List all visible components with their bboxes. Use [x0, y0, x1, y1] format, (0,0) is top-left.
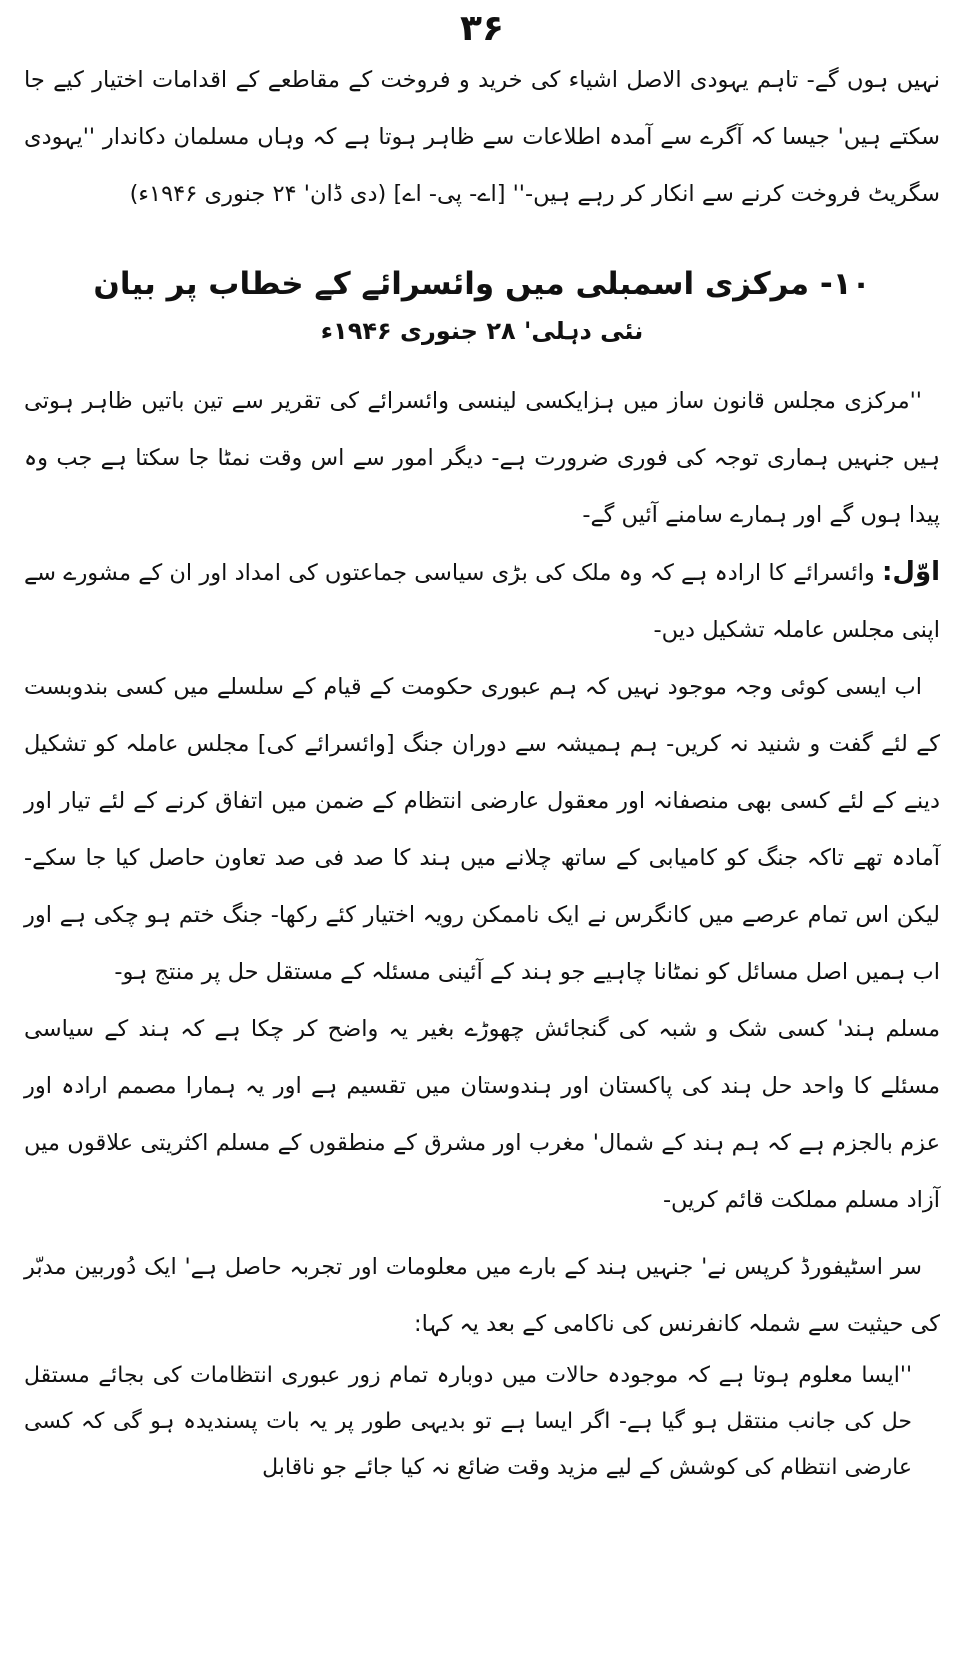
paragraph-cripps: سر اسٹیفورڈ کرپس نے' جنہیں ہند کے بارے میں معلومات اور تجربہ حاصل ہے' ایک دُوربین مدبّر کی حیثیت سے شملہ کانفرنس کی ناکامی کے بعد یہ کہا: — [24, 1254, 940, 1337]
paragraph-interim-government: اب ایسی کوئی وجہ موجود نہیں کہ ہم عبوری حکومت کے قیام کے سلسلے میں کسی بندوبست کے لئے گفت و شنید نہ کریں- ہم ہمیشہ سے دوران جنگ [وائسرائے کی] مجلس عاملہ کو تشکیل دینے کے لئے کسی بھی منصفانہ اور معقول عارضی انتظام کے ضمن میں اتفاق کرنے کے لئے تیار اور آمادہ تھے تاکہ جنگ کو کامیابی کے ساتھ چلانے میں ہند کا صد فی صد تعاون حاصل کیا جا سکے- لیکن اس تمام عرصے میں کانگرس نے ایک ناممکن رویہ اختیار کئے رکھا- جنگ ختم ہو چکی ہے اور اب ہمیں اصل مسائل کو نمٹانا چاہیے جو ہند کے آئینی مسئلہ کے مستقل حل پر منتج ہو- — [24, 674, 940, 985]
section-dateline: نئی دہلی' ۲۸ جنوری ۱۹۴۶ء — [320, 317, 644, 345]
first-point-label: اوّل: — [881, 557, 941, 587]
paragraph-intro: ''مرکزی مجلس قانون ساز میں ہزایکسی لینسی وائسرائے کی تقریر سے تین باتیں ظاہر ہوتی ہیں جنہیں ہماری توجہ کی فوری ضرورت ہے- دیگر امور سے اس وقت نمٹا جا سکتا ہے جب وہ پیدا ہوں گے اور ہمارے سامنے آئیں گے- — [24, 388, 940, 528]
paragraph-muslim-india: مسلم ہند' کسی شک و شبہ کی گنجائش چھوڑے بغیر یہ واضح کر چکا ہے کہ ہند کے سیاسی مسئلے کا واحد حل ہند کی پاکستان اور ہندوستان میں تقسیم ہے اور یہ ہمارا مصمم ارادہ اور عزم بالجزم ہے کہ ہم ہند کے شمال' مغرب اور مشرق کے منطقوں کے مسلم اکثریتی علاقوں میں آزاد مسلم مملکت قائم کریں- — [24, 1016, 940, 1213]
paragraph-continuation: نہیں ہوں گے- تاہم یہودی الاصل اشیاء کی خرید و فروخت کے مقاطعے کے اقدامات اختیار کیے جا سکتے ہیں' جیسا کہ آگرے سے آمدہ اطلاعات سے ظاہر ہوتا ہے کہ وہاں مسلمان دکاندار ''یہودی سگریٹ فروخت کرنے سے انکار کر رہے ہیں-'' [اے- پی- اے] (دی ڈان' ۲۴ جنوری ۱۹۴۶ء) — [24, 67, 940, 207]
first-point-text: وائسرائے کا ارادہ ہے کہ وہ ملک کی بڑی سیاسی جماعتوں کی امداد اور ان کے مشورے سے اپنی مجلس عاملہ تشکیل دیں- — [24, 560, 940, 643]
paragraph-first-point — [24, 544, 940, 659]
section-heading: ۱۰- مرکزی اسمبلی میں وائسرائے کے خطاب پر بیان — [93, 266, 871, 302]
page-number: ۳۶ — [460, 8, 504, 49]
block-quote: ''ایسا معلوم ہوتا ہے کہ موجودہ حالات میں دوبارہ تمام زور عبوری انتظامات کی بجائے مستقل حل کی جانب منتقل ہو گیا ہے- اگر ایسا ہے تو بدیہی طور پر یہ بات پسندیدہ ہو گی کہ کسی عارضی انتظام کی کوشش کے لیے مزید وقت ضائع نہ کیا جائے جو ناقابل — [24, 1363, 912, 1480]
